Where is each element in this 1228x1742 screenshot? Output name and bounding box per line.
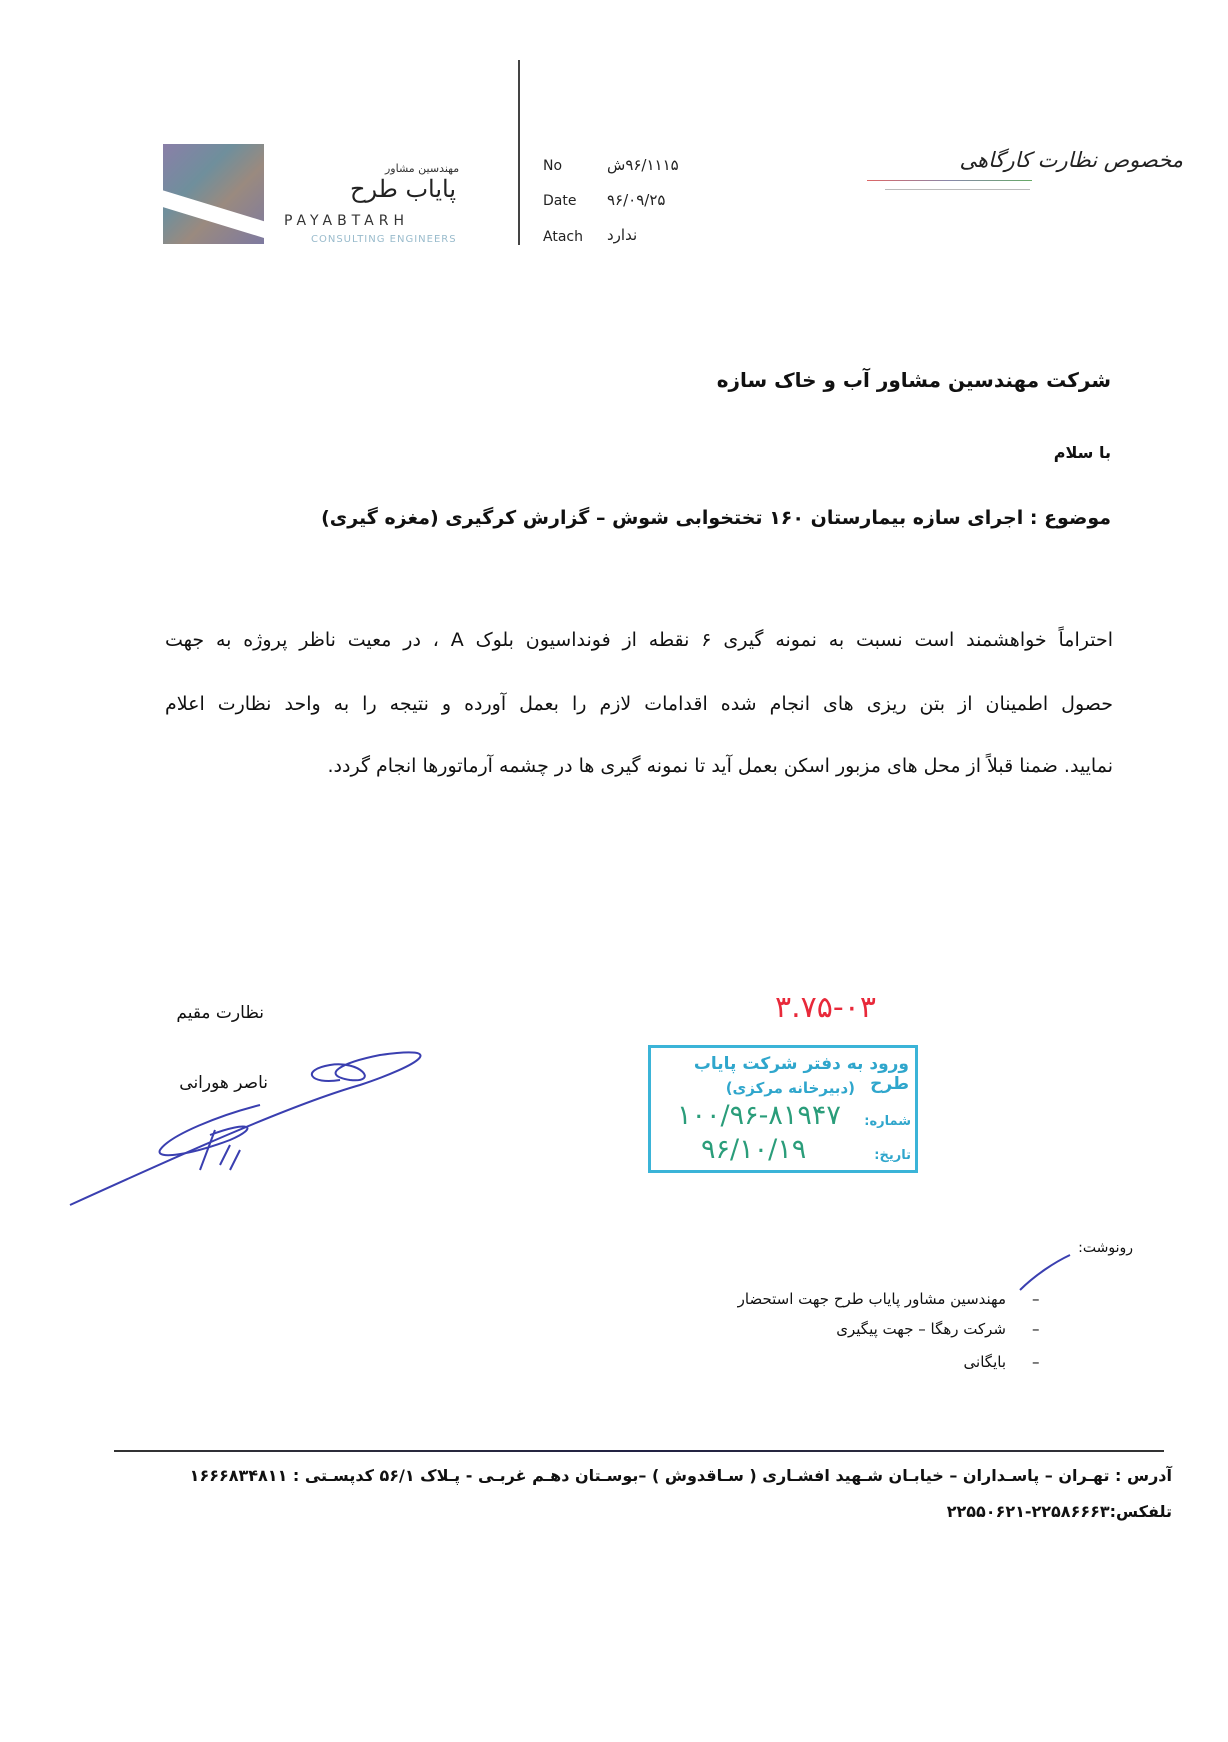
company-logo-image: [163, 144, 264, 244]
body-line: احتراماً خواهشمند است نسبت به نمونه گیری ۶ نقطه از فونداسیون بلوک A ، در معیت ناظر پروژه به جهت: [165, 629, 1113, 651]
recipient: شرکت مهندسین مشاور آب و خاک سازه: [716, 368, 1111, 392]
footer-address: آدرس : تهـران – پاسـداران – خیابـان شـهید افشـاری ( سـاقدوش ) –بوسـتان دهـم غربـی - پـلاک ۵۶/۱ کدپسـتی : ۱۶۶۶۸۳۴۸۱۱: [189, 1466, 1172, 1485]
no-value: ۹۶/۱۱۱۵ش: [607, 156, 679, 174]
footer-divider: [114, 1450, 1164, 1452]
stamp-number-value: ۱۰۰/۹۶-۸۱۹۴۷: [677, 1100, 841, 1131]
stamp-date-value: ۹۶/۱۰/۱۹: [701, 1134, 807, 1165]
cc-label: رونوشت:: [1078, 1240, 1133, 1256]
subject: موضوع : اجرای سازه بیمارستان ۱۶۰ تختخوابی شوش – گزارش کرگیری (مغزه گیری): [321, 507, 1111, 529]
stamp-subtitle: (دبیرخانه مرکزی): [725, 1079, 855, 1097]
classification-label: مخصوص نظارت کارگاهی: [959, 148, 1183, 172]
body-line: حصول اطمینان از بتن ریزی های انجام شده اقدامات لازم را بعمل آورده و نتیجه را به واحد نظارت اعلام: [165, 693, 1113, 715]
cc-item: بایگانی: [963, 1353, 1006, 1371]
cc-pen-mark: [1015, 1250, 1075, 1295]
signer-name: ناصر هورانی: [179, 1073, 268, 1093]
cc-bullet: –: [1032, 1353, 1040, 1371]
footer-telfax: تلفکس:۲۲۵۸۶۶۶۳-۲۲۵۵۰۶۲۱: [946, 1502, 1172, 1521]
logo-subtitle-en: CONSULTING ENGINEERS: [311, 234, 457, 245]
logo-name-fa: پاياب طرح: [350, 175, 457, 203]
stamp-date-label: تاریخ:: [874, 1148, 911, 1163]
handwritten-reference-number: ۳.۷۵-۰۳: [775, 990, 876, 1025]
cc-item: شرکت رهگا – جهت پیگیری: [836, 1320, 1006, 1338]
header-divider: [518, 60, 520, 245]
cc-item: مهندسین مشاور پایاب طرح جهت استحضار: [737, 1290, 1006, 1308]
signer-title: نظارت مقیم: [176, 1003, 264, 1023]
greeting: با سلام: [1053, 443, 1111, 462]
classification-underline: [885, 189, 1030, 190]
receipt-stamp: [648, 1045, 918, 1173]
logo-name-en: PAYABTARH: [284, 213, 409, 229]
handwritten-signature: [60, 1035, 460, 1215]
stamp-title: ورود به دفتر شرکت پایاب طرح: [693, 1054, 909, 1094]
classification-underline: [867, 180, 1032, 181]
logo-subtitle-fa: مهندسین مشاور: [385, 162, 460, 175]
no-label: No: [543, 158, 563, 174]
date-label: Date: [543, 193, 577, 209]
stamp-number-label: شماره:: [864, 1114, 911, 1129]
attach-value: ندارد: [607, 226, 638, 244]
cc-bullet: –: [1032, 1320, 1040, 1338]
attach-label: Atach: [543, 229, 583, 245]
body-line: نمایید. ضمنا قبلاً از محل های مزبور اسکن بعمل آید تا نمونه گیری ها در چشمه آرماتورها انجام گردد.: [327, 755, 1113, 777]
date-value: ۹۶/۰۹/۲۵: [607, 191, 666, 209]
cc-bullet: –: [1032, 1290, 1040, 1308]
